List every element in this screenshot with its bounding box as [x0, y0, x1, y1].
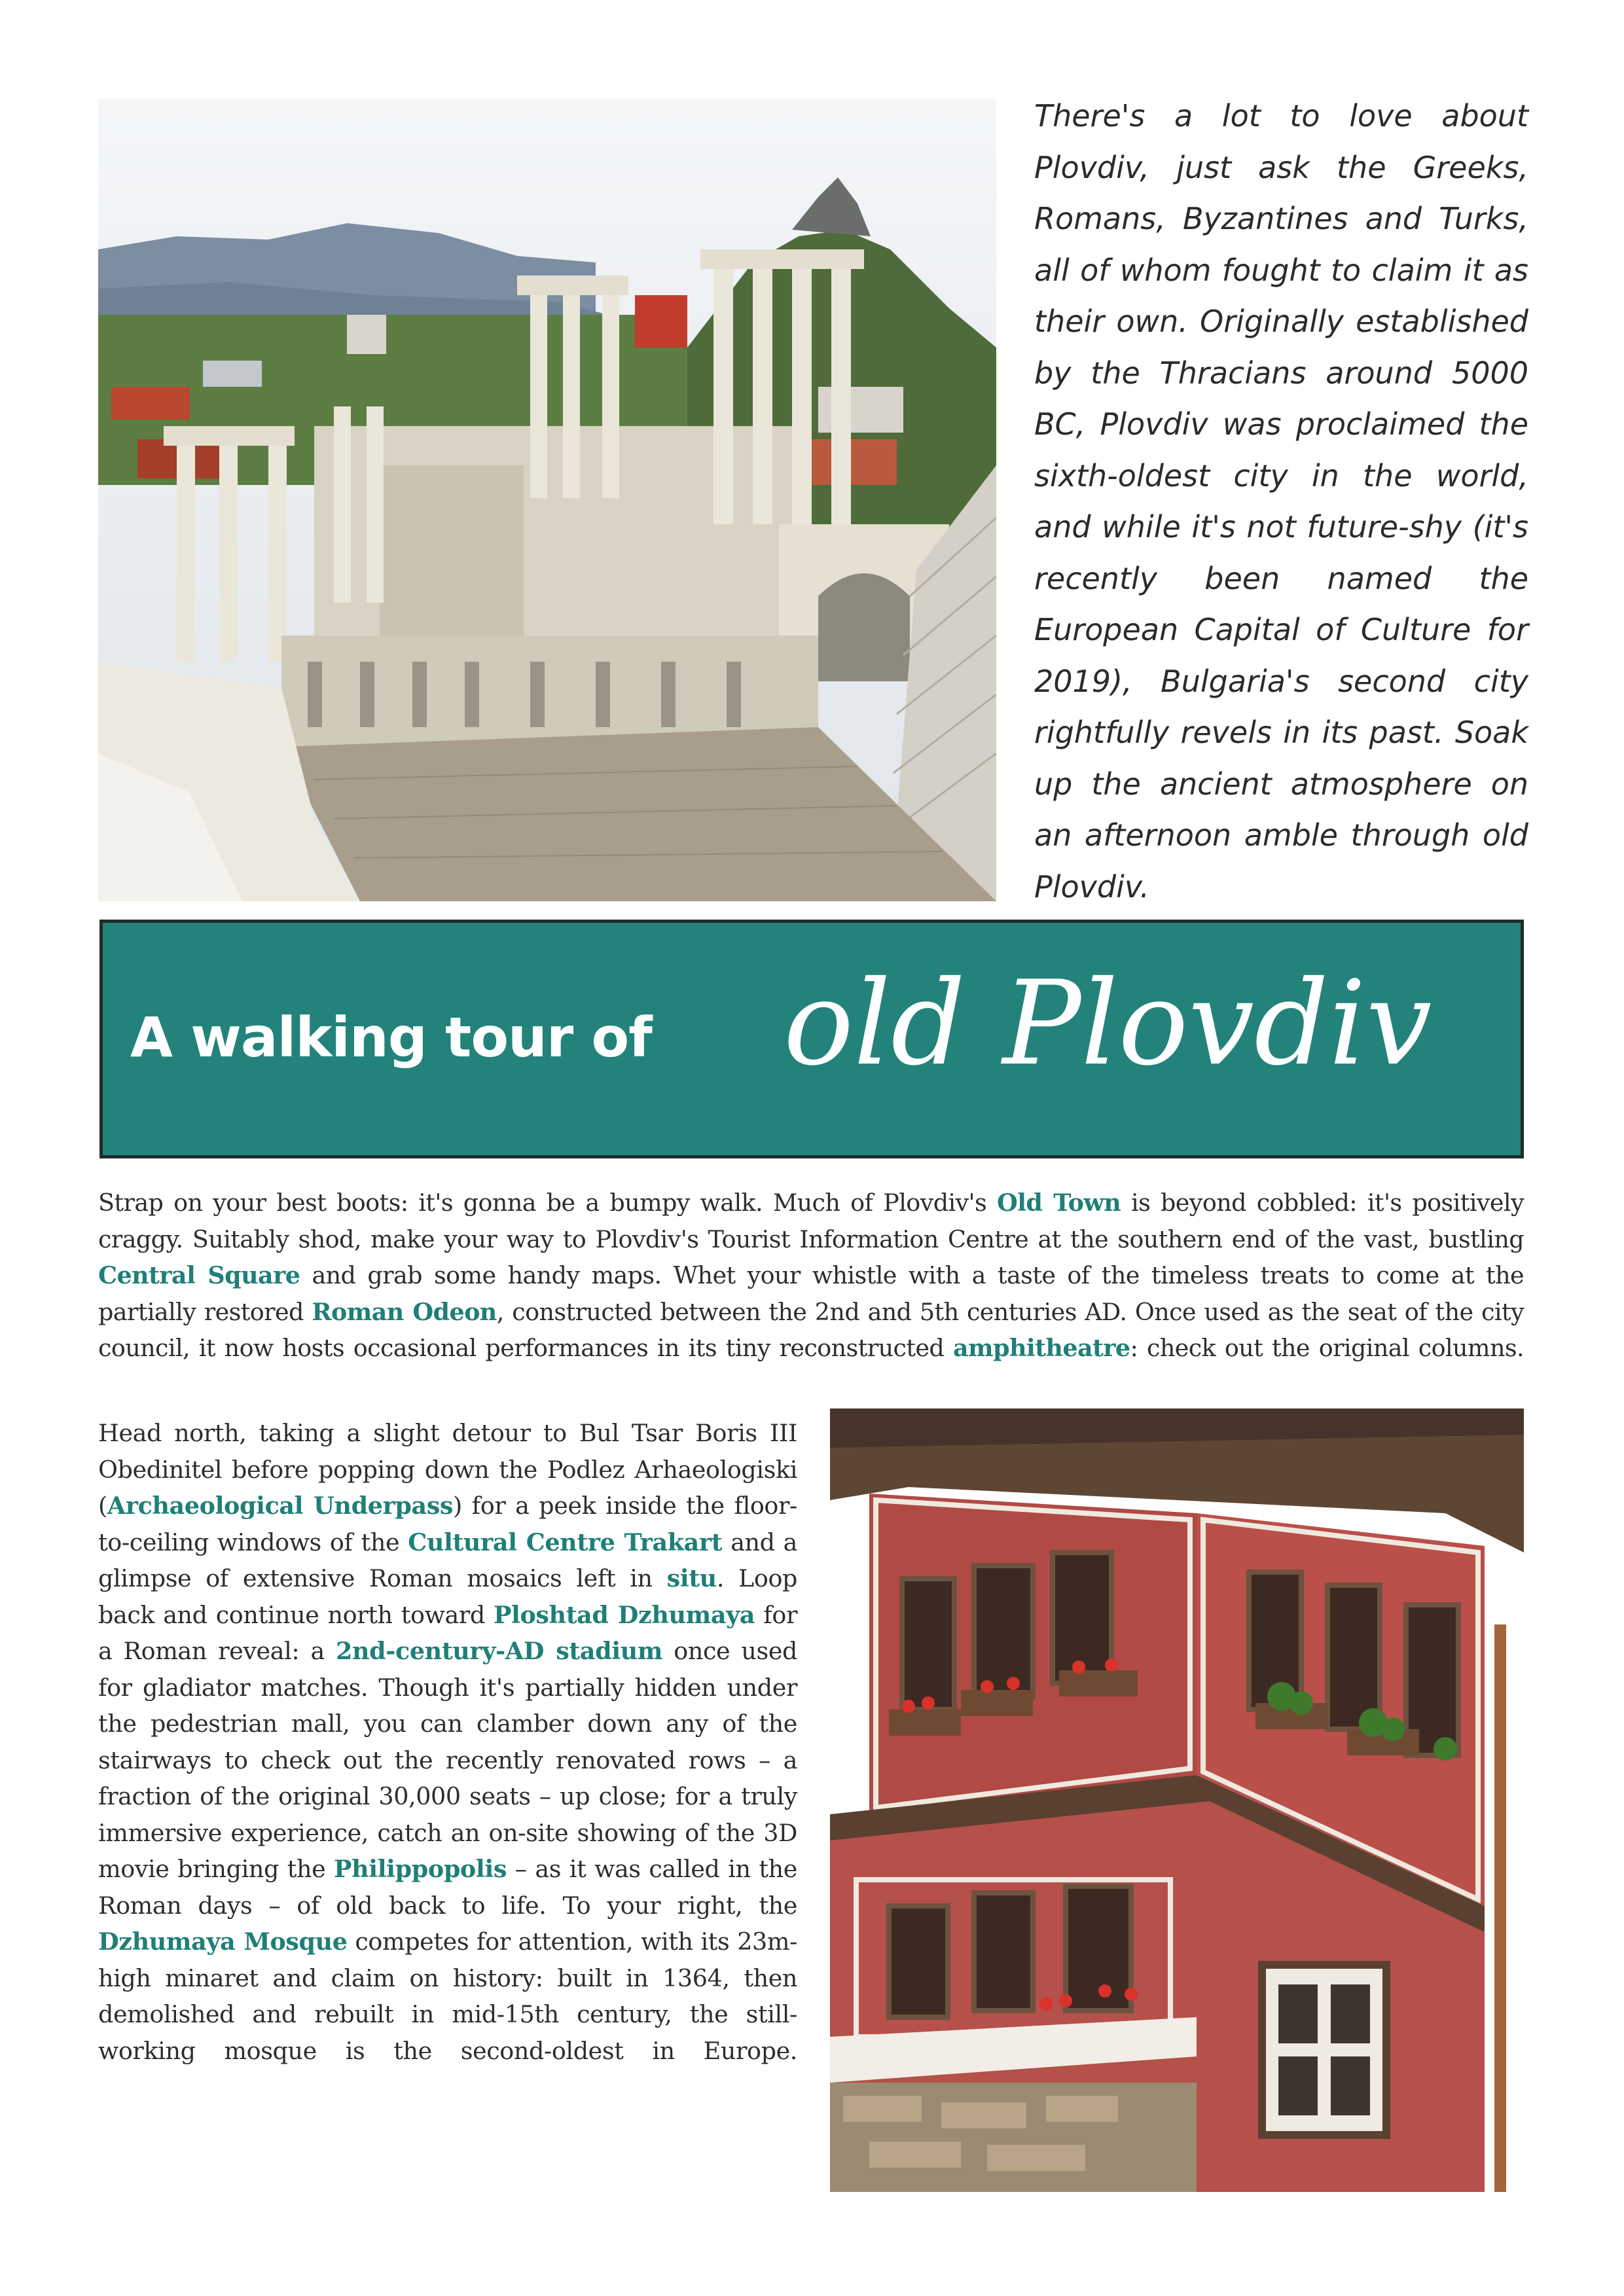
text-span: Head north, taking a slight detour to Bul Tsar Boris III Obedinitel before popping down the Podlez Arhaeologiski (: [98, 1419, 797, 1520]
place-philippopolis: Philippopolis: [334, 1855, 507, 1883]
text-span: . Loop back and continue north toward: [98, 1564, 797, 1629]
place-situ: situ: [666, 1564, 717, 1592]
body-paragraph-2: [98, 1415, 797, 2069]
text-span: for a Roman reveal: a: [98, 1600, 797, 1665]
text-span: competes for attention, with its 23m-high minaret and claim on history: built in 1364, then demolished and rebuilt in mid-15th century, the still-working mosque is the second-oldest in Europe.: [98, 1928, 797, 2065]
text-span: ) for a peek inside the floor-to-ceiling windows of the: [98, 1492, 797, 1556]
place-roman-odeon: Roman Odeon: [312, 1297, 497, 1326]
place-archaeological-underpass: Archaeological Underpass: [107, 1492, 454, 1520]
intro-paragraph: There's a lot to love about Plovdiv, just ask the Greeks, Romans, Byzantines and Turks, all of whom fought to claim it as their own. Originally established by the Thracians around 5000 BC, Plovdiv was proclaimed the sixth-oldest city in the world, and while it's not future-shy (it's recently been named the European Capital of Culture for 2019), Bulgaria's second city rightfully revels in its past. Soak up the ancient atmosphere on an afternoon amble through old Plovdiv.: [1034, 98, 1528, 905]
place-amphitheatre: amphitheatre: [952, 1334, 1130, 1362]
roman-theatre-photo: [98, 99, 996, 901]
text-span: is beyond cobbled: it's positively craggy. Suitably shod, make your way to Plovdiv's Tourist Information Centre at the southern end of the vast, bustling: [98, 1189, 1524, 1253]
text-span: and grab some handy maps. Whet your whistle with a taste of the timeless treats to come at the partially restored: [98, 1261, 1524, 1326]
text-span: , constructed between the 2nd and 5th centuries AD. Once used as the seat of the city council, it now hosts occasional performances in its tiny reconstructed: [98, 1297, 1524, 1362]
place-central-square: Central Square: [98, 1261, 300, 1289]
text-span: and a glimpse of extensive Roman mosaics left in: [98, 1528, 797, 1592]
banner-title-prefix: A walking tour of: [130, 1005, 652, 1069]
text-span: – as it was called in the Roman days – of old back to life. To your right, the: [98, 1855, 797, 1920]
red-house-photo: [830, 1408, 1524, 2192]
place-dzhumaya-mosque: Dzhumaya Mosque: [98, 1928, 348, 1956]
place-cultural-centre-trakart: Cultural Centre Trakart: [408, 1528, 723, 1556]
banner-title-script: old Plovdiv: [784, 956, 1432, 1091]
place-stadium: 2nd-century-AD stadium: [336, 1637, 663, 1665]
place-old-town: Old Town: [996, 1189, 1121, 1217]
text-span: Strap on your best boots: it's gonna be a bumpy walk. Much of Plovdiv's: [98, 1189, 997, 1217]
place-ploshtad-dzhumaya: Ploshtad Dzhumaya: [493, 1600, 755, 1629]
title-banner: [99, 920, 1524, 1158]
body-paragraph-1: [98, 1185, 1524, 1367]
text-span: once used for gladiator matches. Though it's partially hidden under the pedestrian mall, you can clamber down any of the stairways to check out the recently renovated rows – a fraction of the original 30,000 seats – up close; for a truly immersive experience, catch an on-site showing of the 3D movie bringing the: [98, 1637, 797, 1883]
text-span: : check out the original columns.: [1130, 1334, 1524, 1362]
